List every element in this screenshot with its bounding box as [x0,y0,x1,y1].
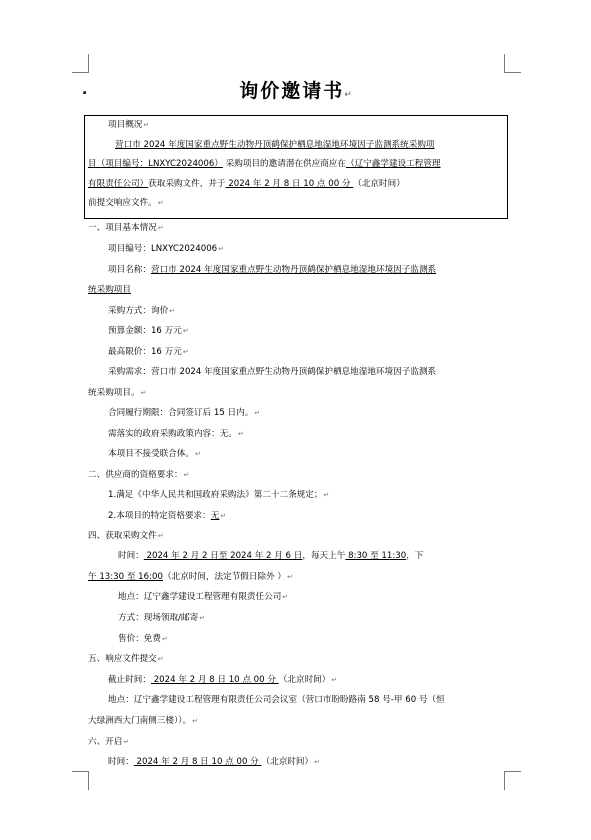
opening-time[interactable]: 时间： 2024 年 2 月 8 日 10 点 00 分 （北京时间）↵ [108,757,320,767]
obtain-place[interactable]: 地点：辽宁鑫学建设工程管理有限责任公司↵ [118,592,289,602]
project-number[interactable]: 项目编号：LNXYC2024006↵ [108,244,225,254]
overview-line-2[interactable]: 目（项目编号：LNXYC2024006） 采购项目的邀请潜在供应商应在（辽宁鑫学建设工程管理 [88,159,441,169]
section-1-heading[interactable]: 一、项目基本情况↵ [88,223,164,233]
corner-mark-bottom-left [72,771,89,790]
obtain-time-line-2[interactable]: 午 13:30 至 16:00（北京时间，法定节假日除外 ）↵ [88,572,293,582]
project-name-line-1[interactable]: 项目名称：营口市 2024 年度国家重点野生动物丹顶鹤保护栖息地湿地环境因子监测系 [108,265,437,275]
project-name-line-2[interactable]: 统采购项目 [88,285,131,295]
overview-line-3[interactable]: 有限责任公司）获取采购文件，并于 2024 年 2 月 8 日 10 点 00 分 （北京时间） [88,179,405,189]
qualification-item-1[interactable]: 1.满足《中华人民共和国政府采购法》第二十二条规定；↵ [108,490,330,500]
submission-place-line-1[interactable]: 地点：辽宁鑫学建设工程管理有限责任公司会议室（营口市盼盼路南 58 号-甲 60 号（恒 [108,695,445,705]
contract-period[interactable]: 合同履行期限：合同签订后 15 日内。↵ [108,408,261,418]
submission-deadline[interactable]: 截止时间： 2024 年 2 月 8 日 10 点 00 分 （北京时间）↵ [108,675,338,685]
document-title[interactable]: 询价邀请书↵ [239,80,352,102]
corner-mark-top-right [504,54,521,73]
obtain-time-line-1[interactable]: 时间： 2024 年 2 月 2 日至 2024 年 2 月 6 日，每天上午 8:30 至 11:30，下 [118,551,424,561]
section-4-heading[interactable]: 四、获取采购文件↵ [88,531,164,541]
corner-mark-bottom-right [504,771,521,790]
max-price[interactable]: 最高限价：16 万元↵ [108,347,189,357]
overview-line-4[interactable]: 前提交响应文件。↵ [88,198,164,208]
paragraph-mark-icon: ↵ [344,90,352,100]
procurement-method[interactable]: 采购方式：询价↵ [108,306,176,316]
obtain-way[interactable]: 方式：现场领取/邮寄↵ [118,613,206,623]
qualification-item-2[interactable]: 2.本项目的特定资格要求：无↵ [108,511,227,521]
submission-place-line-2[interactable]: 大绿洲西大门南侧三楼））。↵ [88,716,198,726]
section-6-heading[interactable]: 六、开启↵ [88,737,130,747]
overview-heading[interactable]: 项目概况↵ [108,120,150,130]
list-bullet-icon: . [82,82,88,98]
budget-amount[interactable]: 预算金额：16 万元↵ [108,326,189,336]
procurement-policy[interactable]: 需落实的政府采购政策内容：无。↵ [108,429,244,439]
section-5-heading[interactable]: 五、响应文件提交↵ [88,654,164,664]
procurement-need-line-2[interactable]: 统采购项目。↵ [88,388,147,398]
obtain-price[interactable]: 售价：免费↵ [118,634,168,644]
procurement-need-line-1[interactable]: 采购需求：营口市 2024 年度国家重点野生动物丹顶鹤保护栖息地湿地环境因子监测系 [108,367,437,377]
consortium-note[interactable]: 本项目不接受联合体。↵ [108,449,201,459]
section-2-heading[interactable]: 二、供应商的资格要求：↵ [88,470,190,480]
corner-mark-top-left [72,54,89,73]
overview-line-1[interactable]: 营口市 2024 年度国家重点野生动物丹顶鹤保护栖息地湿地环境因子监测系统采购项 [115,140,435,150]
